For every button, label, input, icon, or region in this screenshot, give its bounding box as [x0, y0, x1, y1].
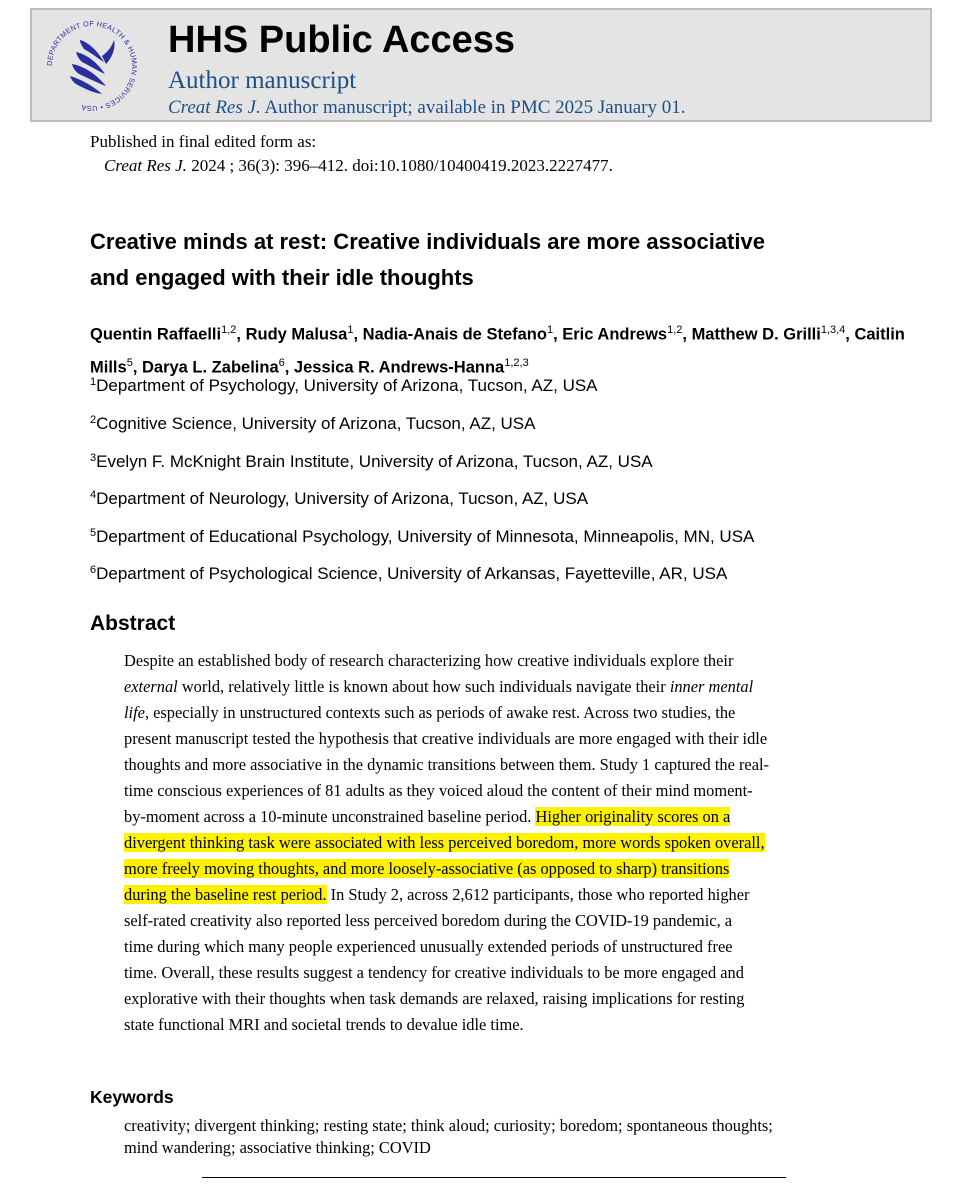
published-label: Published in final edited form as: [90, 132, 317, 151]
abstract-text: by-moment across a 10-minute unconstrained baseline period. [124, 807, 532, 826]
affiliation-item [90, 488, 588, 510]
author-separator: , [284, 358, 294, 376]
author-name: Jessica R. Andrews-Hanna [293, 358, 505, 376]
affiliation-item [90, 563, 727, 585]
citation-line [104, 155, 613, 177]
author-affiliation-sup: 6 [278, 356, 285, 369]
abstract-line: thoughts and more associative in the dynamic transitions between them. Study 1 captured the real- [124, 755, 769, 774]
availability-text: Author manuscript; available in PMC 2025 January 01. [264, 97, 686, 118]
abstract-heading: Abstract [90, 612, 176, 635]
author-name: Caitlin Mills [90, 325, 905, 376]
abstract-text: , especially in unstructured contexts such as periods of awake rest. Across two studies, the [144, 703, 736, 722]
abstract-line [124, 700, 864, 726]
affiliation-number: 6 [90, 564, 97, 576]
abstract-line: time during which many people experienced unusually extended periods of unstructured free [124, 937, 733, 956]
title-line-1: Creative minds at rest: Creative individuals are more associative [90, 229, 765, 254]
hhs-public-access-title: HHS Public Access [168, 19, 516, 61]
author-affiliation-sup: 5 [126, 356, 133, 369]
affiliation-text: Cognitive Science, University of Arizona, Tucson, AZ, USA [96, 414, 536, 433]
author-separator: , [845, 325, 855, 344]
affiliation-item [90, 451, 653, 473]
citation-details: 2024 ; 36(3): 396–412. doi:10.1080/10400419.2023.2227477. [191, 156, 613, 175]
author-separator: , [682, 325, 692, 344]
author-list [90, 316, 920, 381]
keywords-heading: Keywords [90, 1087, 174, 1107]
affiliation-number: 1 [90, 376, 97, 388]
author-name: Nadia-Anais de Stefano [362, 325, 547, 344]
availability-line [168, 96, 686, 120]
journal-abbrev: Creat Res J. [168, 97, 261, 118]
abstract-text: world, relatively little is known about how such individuals navigate their [181, 677, 666, 696]
highlighted-text: during the baseline rest period. [124, 885, 327, 904]
hhs-header-banner [30, 8, 932, 122]
author-affiliation-sup: 1,2,3 [504, 356, 529, 369]
abstract-italic: inner mental [669, 677, 754, 696]
title-line-2: and engaged with their idle thoughts [90, 265, 474, 290]
author-affiliation-sup: 1 [347, 324, 354, 336]
affiliation-item [90, 526, 754, 548]
abstract-line: present manuscript tested the hypothesis that creative individuals are more engaged with their idle [124, 729, 768, 748]
abstract-line: Despite an established body of research characterizing how creative individuals explore their [124, 651, 734, 670]
highlighted-text: more freely moving thoughts, and more loosely-associative (as opposed to sharp) transitions [124, 859, 730, 878]
author-affiliation-sup: 1,2 [221, 324, 237, 336]
affiliation-text: Department of Educational Psychology, University of Minnesota, Minneapolis, MN, USA [96, 527, 755, 546]
abstract-line [124, 830, 864, 856]
affiliation-text: Department of Neurology, University of Arizona, Tucson, AZ, USA [96, 489, 589, 508]
highlighted-text: divergent thinking task were associated with less perceived boredom, more words spoken overall, [124, 833, 765, 852]
abstract-text: In Study 2, across 2,612 participants, those who reported higher [330, 885, 750, 904]
abstract-line: explorative with their thoughts when task demands are relaxed, raising implications for resting [124, 989, 745, 1008]
hhs-eagle-logo-icon [42, 16, 142, 116]
abstract-body [124, 648, 864, 1038]
affiliation-text: Evelyn F. McKnight Brain Institute, University of Arizona, Tucson, AZ, USA [96, 452, 653, 471]
abstract-line: self-rated creativity also reported less perceived boredom during the COVID-19 pandemic, a [124, 911, 733, 930]
abstract-line [124, 804, 864, 830]
author-affiliation-sup: 1,2 [667, 324, 683, 336]
author-affiliation-sup: 1,3,4 [820, 324, 846, 336]
affiliation-text: Department of Psychology, University of Arizona, Tucson, AZ, USA [96, 376, 598, 395]
affiliation-item [90, 375, 598, 397]
author-name: Quentin Raffaelli [90, 325, 222, 344]
author-separator: , [553, 325, 563, 344]
affiliation-number: 5 [90, 527, 97, 539]
abstract-italic: external [124, 677, 178, 696]
author-separator: , [236, 325, 246, 344]
abstract-line: time conscious experiences of 81 adults as they voiced aloud the content of their mind moment- [124, 781, 753, 800]
author-name: Darya L. Zabelina [141, 358, 279, 376]
highlighted-text: Higher originality scores on a [535, 807, 731, 826]
affiliation-number: 4 [90, 489, 97, 501]
abstract-line [124, 882, 864, 908]
author-separator: , [132, 358, 142, 376]
affiliation-text: Department of Psychological Science, University of Arkansas, Fayetteville, AR, USA [96, 564, 728, 583]
abstract-line [124, 674, 864, 700]
author-name: Rudy Malusa [245, 325, 348, 344]
abstract-line: time. Overall, these results suggest a tendency for creative individuals to be more engaged and [124, 963, 744, 982]
keywords-list [124, 1115, 872, 1159]
author-manuscript-label: Author manuscript [168, 67, 357, 94]
abstract-italic: life [124, 703, 145, 722]
svg-text:DEPARTMENT OF HEALTH & HUMAN S: DEPARTMENT OF HEALTH & HUMAN SERVICES • USA [44, 18, 140, 114]
author-name: Eric Andrews [562, 325, 668, 344]
article-title [90, 224, 910, 296]
affiliation-number: 3 [90, 452, 97, 464]
affiliation-item [90, 413, 536, 435]
citation-journal: Creat Res J. [104, 156, 187, 175]
abstract-line [124, 856, 864, 882]
keywords-line: creativity; divergent thinking; resting state; think aloud; curiosity; boredom; spontaneous thoughts; [124, 1116, 773, 1135]
author-name: Matthew D. Grilli [691, 325, 821, 344]
author-separator: , [353, 325, 363, 344]
footnote-divider [202, 1177, 786, 1178]
author-affiliation-sup: 1 [546, 324, 554, 336]
keywords-line: mind wandering; associative thinking; COVID [124, 1138, 431, 1157]
affiliation-number: 2 [90, 414, 97, 426]
abstract-line: state functional MRI and societal trends to devalue idle time. [124, 1015, 524, 1034]
